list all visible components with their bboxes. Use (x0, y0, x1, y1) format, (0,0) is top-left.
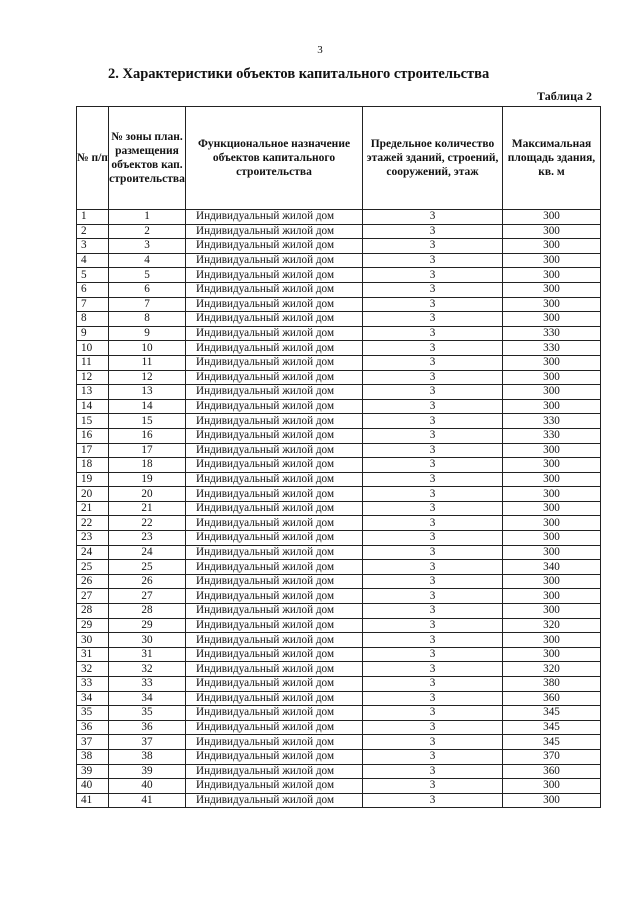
cell-zone-number: 26 (109, 574, 186, 589)
cell-max-area: 300 (503, 370, 601, 385)
cell-function: Индивидуальный жилой дом (186, 312, 363, 327)
cell-row-number: 30 (77, 633, 109, 648)
header-row-number (77, 107, 109, 210)
cell-max-floors: 3 (363, 210, 503, 225)
table-row (77, 662, 601, 677)
cell-max-floors: 3 (363, 633, 503, 648)
cell-max-floors: 3 (363, 414, 503, 429)
cell-function: Индивидуальный жилой дом (186, 735, 363, 750)
cell-row-number: 31 (77, 647, 109, 662)
cell-max-floors: 3 (363, 647, 503, 662)
cell-row-number: 23 (77, 531, 109, 546)
table-row (77, 312, 601, 327)
cell-max-floors: 3 (363, 501, 503, 516)
cell-max-area: 300 (503, 268, 601, 283)
header-function-label: Функциональное назначение объектов капитального строительства (197, 138, 351, 178)
cell-zone-number: 28 (109, 604, 186, 619)
table-row (77, 706, 601, 721)
cell-row-number: 29 (77, 618, 109, 633)
cell-zone-number: 4 (109, 253, 186, 268)
cell-max-area: 300 (503, 589, 601, 604)
table-row (77, 764, 601, 779)
cell-max-floors: 3 (363, 720, 503, 735)
cell-max-floors: 3 (363, 385, 503, 400)
cell-zone-number: 29 (109, 618, 186, 633)
cell-row-number: 2 (77, 224, 109, 239)
cell-function: Индивидуальный жилой дом (186, 224, 363, 239)
cell-row-number: 18 (77, 458, 109, 473)
cell-max-floors: 3 (363, 268, 503, 283)
cell-row-number: 25 (77, 560, 109, 575)
cell-max-floors: 3 (363, 677, 503, 692)
cell-row-number: 32 (77, 662, 109, 677)
cell-row-number: 24 (77, 545, 109, 560)
cell-function: Индивидуальный жилой дом (186, 399, 363, 414)
cell-zone-number: 36 (109, 720, 186, 735)
cell-row-number: 20 (77, 487, 109, 502)
cell-row-number: 36 (77, 720, 109, 735)
cell-row-number: 26 (77, 574, 109, 589)
cell-function: Индивидуальный жилой дом (186, 268, 363, 283)
cell-max-floors: 3 (363, 224, 503, 239)
cell-max-area: 345 (503, 706, 601, 721)
cell-zone-number: 3 (109, 239, 186, 254)
table-row (77, 720, 601, 735)
cell-max-area: 300 (503, 501, 601, 516)
cell-function: Индивидуальный жилой дом (186, 297, 363, 312)
cell-row-number: 13 (77, 385, 109, 400)
cell-max-area: 300 (503, 385, 601, 400)
cell-zone-number: 16 (109, 428, 186, 443)
cell-zone-number: 14 (109, 399, 186, 414)
cell-zone-number: 12 (109, 370, 186, 385)
table-body (77, 210, 601, 808)
table-row (77, 735, 601, 750)
cell-function: Индивидуальный жилой дом (186, 604, 363, 619)
page-number: 3 (317, 44, 323, 56)
cell-zone-number: 39 (109, 764, 186, 779)
cell-function: Индивидуальный жилой дом (186, 414, 363, 429)
cell-zone-number: 22 (109, 516, 186, 531)
cell-function: Индивидуальный жилой дом (186, 458, 363, 473)
table-row (77, 487, 601, 502)
cell-zone-number: 7 (109, 297, 186, 312)
cell-zone-number: 15 (109, 414, 186, 429)
table-row (77, 268, 601, 283)
cell-row-number: 38 (77, 749, 109, 764)
cell-zone-number: 35 (109, 706, 186, 721)
cell-function: Индивидуальный жилой дом (186, 691, 363, 706)
cell-max-area: 345 (503, 735, 601, 750)
cell-max-area: 380 (503, 677, 601, 692)
cell-zone-number: 18 (109, 458, 186, 473)
cell-max-area: 300 (503, 545, 601, 560)
table-row (77, 545, 601, 560)
cell-row-number: 34 (77, 691, 109, 706)
cell-max-floors: 3 (363, 618, 503, 633)
cell-max-floors: 3 (363, 691, 503, 706)
cell-max-area: 300 (503, 312, 601, 327)
cell-zone-number: 31 (109, 647, 186, 662)
table-row (77, 414, 601, 429)
cell-row-number: 40 (77, 779, 109, 794)
cell-function: Индивидуальный жилой дом (186, 574, 363, 589)
cell-max-floors: 3 (363, 487, 503, 502)
table-row (77, 443, 601, 458)
cell-row-number: 14 (77, 399, 109, 414)
cell-function: Индивидуальный жилой дом (186, 779, 363, 794)
cell-function: Индивидуальный жилой дом (186, 662, 363, 677)
cell-function: Индивидуальный жилой дом (186, 749, 363, 764)
cell-function: Индивидуальный жилой дом (186, 487, 363, 502)
cell-max-area: 300 (503, 210, 601, 225)
cell-zone-number: 10 (109, 341, 186, 356)
cell-function: Индивидуальный жилой дом (186, 239, 363, 254)
cell-zone-number: 27 (109, 589, 186, 604)
header-max-floors (363, 107, 503, 210)
cell-zone-number: 32 (109, 662, 186, 677)
cell-row-number: 9 (77, 326, 109, 341)
cell-row-number: 41 (77, 793, 109, 808)
cell-row-number: 6 (77, 282, 109, 297)
cell-function: Индивидуальный жилой дом (186, 501, 363, 516)
table-row (77, 574, 601, 589)
cell-max-area: 300 (503, 604, 601, 619)
cell-function: Индивидуальный жилой дом (186, 589, 363, 604)
cell-max-area: 300 (503, 516, 601, 531)
cell-row-number: 39 (77, 764, 109, 779)
characteristics-table (76, 106, 601, 808)
cell-zone-number: 5 (109, 268, 186, 283)
table-row (77, 210, 601, 225)
table-row (77, 618, 601, 633)
table-row (77, 297, 601, 312)
cell-function: Индивидуальный жилой дом (186, 720, 363, 735)
table-row (77, 560, 601, 575)
cell-max-floors: 3 (363, 764, 503, 779)
cell-max-floors: 3 (363, 326, 503, 341)
table-row (77, 428, 601, 443)
cell-max-area: 300 (503, 647, 601, 662)
cell-zone-number: 13 (109, 385, 186, 400)
cell-max-area: 300 (503, 224, 601, 239)
cell-max-floors: 3 (363, 516, 503, 531)
table-row (77, 458, 601, 473)
cell-row-number: 8 (77, 312, 109, 327)
cell-max-floors: 3 (363, 662, 503, 677)
cell-row-number: 4 (77, 253, 109, 268)
cell-zone-number: 6 (109, 282, 186, 297)
table-row (77, 224, 601, 239)
cell-zone-number: 37 (109, 735, 186, 750)
table-row (77, 355, 601, 370)
table-row (77, 793, 601, 808)
cell-row-number: 22 (77, 516, 109, 531)
cell-max-floors: 3 (363, 531, 503, 546)
cell-row-number: 10 (77, 341, 109, 356)
cell-zone-number: 20 (109, 487, 186, 502)
cell-max-floors: 3 (363, 574, 503, 589)
cell-zone-number: 34 (109, 691, 186, 706)
cell-max-area: 340 (503, 560, 601, 575)
cell-max-area: 300 (503, 443, 601, 458)
cell-max-floors: 3 (363, 545, 503, 560)
cell-function: Индивидуальный жилой дом (186, 633, 363, 648)
table-row (77, 589, 601, 604)
table-row (77, 633, 601, 648)
table-row (77, 677, 601, 692)
table-row (77, 370, 601, 385)
cell-max-area: 300 (503, 779, 601, 794)
cell-row-number: 19 (77, 472, 109, 487)
cell-max-floors: 3 (363, 399, 503, 414)
cell-max-area: 300 (503, 297, 601, 312)
cell-max-area: 300 (503, 355, 601, 370)
cell-row-number: 17 (77, 443, 109, 458)
cell-function: Индивидуальный жилой дом (186, 560, 363, 575)
cell-function: Индивидуальный жилой дом (186, 706, 363, 721)
cell-function: Индивидуальный жилой дом (186, 443, 363, 458)
cell-max-floors: 3 (363, 604, 503, 619)
cell-row-number: 1 (77, 210, 109, 225)
cell-max-floors: 3 (363, 239, 503, 254)
table-header (77, 107, 601, 210)
cell-max-area: 330 (503, 428, 601, 443)
cell-function: Индивидуальный жилой дом (186, 618, 363, 633)
cell-max-floors: 3 (363, 370, 503, 385)
cell-max-floors: 3 (363, 793, 503, 808)
cell-max-area: 300 (503, 531, 601, 546)
cell-function: Индивидуальный жилой дом (186, 677, 363, 692)
header-max-area (503, 107, 601, 210)
table-row (77, 501, 601, 516)
header-max-floors-label: Предельное количество этажей зданий, строений, сооружений, этаж (366, 138, 499, 178)
table-row (77, 691, 601, 706)
cell-max-area: 300 (503, 574, 601, 589)
cell-max-floors: 3 (363, 735, 503, 750)
header-row (77, 107, 601, 210)
cell-function: Индивидуальный жилой дом (186, 282, 363, 297)
cell-zone-number: 41 (109, 793, 186, 808)
cell-function: Индивидуальный жилой дом (186, 385, 363, 400)
cell-zone-number: 9 (109, 326, 186, 341)
cell-function: Индивидуальный жилой дом (186, 428, 363, 443)
cell-max-floors: 3 (363, 779, 503, 794)
cell-function: Индивидуальный жилой дом (186, 793, 363, 808)
cell-max-floors: 3 (363, 341, 503, 356)
cell-row-number: 37 (77, 735, 109, 750)
section-title: 2. Характеристики объектов капитального строительства (108, 66, 490, 82)
cell-max-area: 300 (503, 399, 601, 414)
table-row (77, 326, 601, 341)
header-function (186, 107, 363, 210)
cell-row-number: 35 (77, 706, 109, 721)
cell-max-floors: 3 (363, 560, 503, 575)
cell-zone-number: 1 (109, 210, 186, 225)
table-row (77, 779, 601, 794)
cell-max-floors: 3 (363, 297, 503, 312)
table-row (77, 341, 601, 356)
cell-max-area: 300 (503, 239, 601, 254)
cell-row-number: 3 (77, 239, 109, 254)
table-row (77, 239, 601, 254)
cell-row-number: 15 (77, 414, 109, 429)
table-row (77, 472, 601, 487)
cell-max-area: 300 (503, 253, 601, 268)
cell-function: Индивидуальный жилой дом (186, 764, 363, 779)
cell-max-area: 330 (503, 414, 601, 429)
cell-max-area: 330 (503, 341, 601, 356)
cell-function: Индивидуальный жилой дом (186, 531, 363, 546)
cell-function: Индивидуальный жилой дом (186, 647, 363, 662)
cell-zone-number: 33 (109, 677, 186, 692)
cell-row-number: 28 (77, 604, 109, 619)
cell-max-floors: 3 (363, 706, 503, 721)
cell-zone-number: 38 (109, 749, 186, 764)
cell-function: Индивидуальный жилой дом (186, 341, 363, 356)
header-zone-number (109, 107, 186, 210)
cell-zone-number: 21 (109, 501, 186, 516)
cell-zone-number: 30 (109, 633, 186, 648)
cell-row-number: 11 (77, 355, 109, 370)
cell-max-floors: 3 (363, 355, 503, 370)
table-row (77, 749, 601, 764)
cell-row-number: 27 (77, 589, 109, 604)
cell-zone-number: 24 (109, 545, 186, 560)
cell-function: Индивидуальный жилой дом (186, 326, 363, 341)
table-label: Таблица 2 (537, 89, 592, 103)
cell-function: Индивидуальный жилой дом (186, 370, 363, 385)
cell-max-area: 330 (503, 326, 601, 341)
table-row (77, 531, 601, 546)
cell-max-floors: 3 (363, 589, 503, 604)
cell-zone-number: 8 (109, 312, 186, 327)
header-max-area-label: Максимальная площадь здания, кв. м (507, 138, 596, 178)
table-row (77, 282, 601, 297)
cell-max-floors: 3 (363, 443, 503, 458)
cell-function: Индивидуальный жилой дом (186, 545, 363, 560)
cell-max-area: 320 (503, 662, 601, 677)
cell-max-floors: 3 (363, 282, 503, 297)
cell-zone-number: 17 (109, 443, 186, 458)
cell-max-floors: 3 (363, 312, 503, 327)
cell-max-area: 300 (503, 282, 601, 297)
cell-max-floors: 3 (363, 428, 503, 443)
cell-function: Индивидуальный жилой дом (186, 210, 363, 225)
cell-row-number: 21 (77, 501, 109, 516)
header-zone-number-label: № зоны план. размещения объектов кап. строительства (109, 131, 185, 185)
table-row (77, 516, 601, 531)
cell-max-area: 300 (503, 633, 601, 648)
table-row (77, 253, 601, 268)
cell-max-area: 300 (503, 458, 601, 473)
cell-zone-number: 11 (109, 355, 186, 370)
cell-max-area: 370 (503, 749, 601, 764)
table-row (77, 604, 601, 619)
cell-row-number: 5 (77, 268, 109, 283)
cell-max-area: 300 (503, 793, 601, 808)
header-row-number-label: № п/п (77, 152, 108, 164)
cell-max-area: 300 (503, 487, 601, 502)
cell-max-floors: 3 (363, 472, 503, 487)
cell-row-number: 16 (77, 428, 109, 443)
cell-zone-number: 19 (109, 472, 186, 487)
table-row (77, 399, 601, 414)
table-row (77, 647, 601, 662)
cell-zone-number: 40 (109, 779, 186, 794)
cell-function: Индивидуальный жилой дом (186, 355, 363, 370)
cell-max-floors: 3 (363, 749, 503, 764)
cell-zone-number: 23 (109, 531, 186, 546)
cell-max-area: 320 (503, 618, 601, 633)
cell-max-area: 300 (503, 472, 601, 487)
cell-max-area: 360 (503, 691, 601, 706)
cell-max-floors: 3 (363, 458, 503, 473)
cell-function: Индивидуальный жилой дом (186, 516, 363, 531)
cell-max-area: 345 (503, 720, 601, 735)
cell-row-number: 33 (77, 677, 109, 692)
cell-max-area: 360 (503, 764, 601, 779)
cell-function: Индивидуальный жилой дом (186, 472, 363, 487)
cell-zone-number: 2 (109, 224, 186, 239)
cell-zone-number: 25 (109, 560, 186, 575)
cell-max-floors: 3 (363, 253, 503, 268)
table-row (77, 385, 601, 400)
cell-row-number: 12 (77, 370, 109, 385)
cell-row-number: 7 (77, 297, 109, 312)
cell-function: Индивидуальный жилой дом (186, 253, 363, 268)
